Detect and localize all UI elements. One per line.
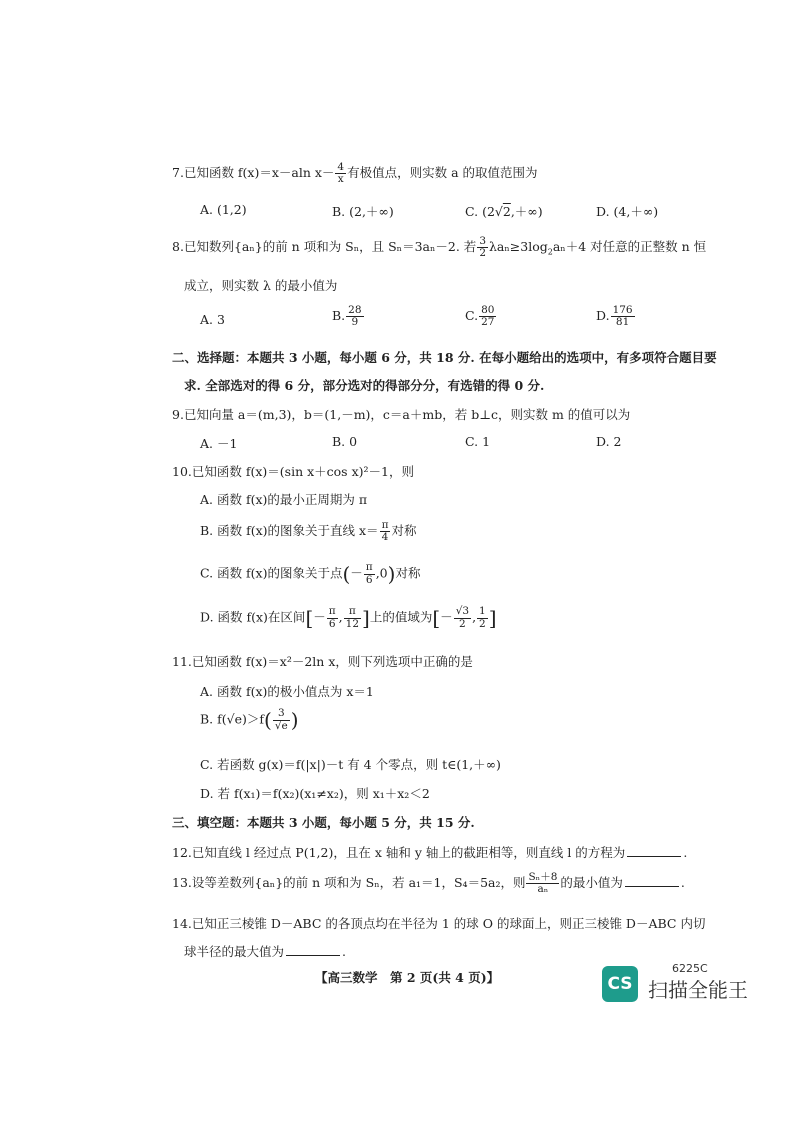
q8-option-b-den: 9 <box>351 316 359 329</box>
q9-text: 已知向量 a＝(m,3)，b＝(1,－m)，c＝a＋mb，若 b⊥c，则实数 m 的值可以为 <box>183 407 631 422</box>
section-2-heading-line2: 求. 全部选对的得 6 分，部分选对的得部分分，有选错的得 0 分. <box>184 378 545 393</box>
q12-answer-blank[interactable] <box>627 844 681 857</box>
q10-option-b-pre: B. 函数 f(x)的图象关于直线 x＝ <box>200 523 379 539</box>
q8-stem-line2: 成立，则实数 λ 的最小值为 <box>184 278 338 293</box>
q10-option-b-den: 4 <box>381 531 389 544</box>
q12-text: 已知直线 l 经过点 P(1,2)，且在 x 轴和 y 轴上的截距相等，则直线 l 的方程为 <box>191 845 626 860</box>
q8-frac-num: 3 <box>479 235 486 247</box>
q11-option-c: C. 若函数 g(x)＝f(|x|)－t 有 4 个零点，则 t∈(1,＋∞) <box>200 757 501 772</box>
q10-option-c-neg: － <box>350 565 363 581</box>
right-paren-icon-2: ) <box>290 708 299 732</box>
q10-option-c-num: π <box>365 561 373 574</box>
q13-text-post: 的最小值为 <box>560 875 623 891</box>
q13-stem <box>172 872 685 895</box>
q11-option-b-den: √e <box>274 719 288 732</box>
q10-option-b-frac <box>380 520 391 543</box>
q11-option-b <box>200 708 299 732</box>
q12-number: 12. <box>172 845 192 860</box>
q11-number: 11. <box>172 654 192 669</box>
q10-option-b <box>200 520 416 543</box>
q10-option-d-frac4 <box>477 606 488 629</box>
q10-option-d-den3: 2 <box>459 617 466 630</box>
paper-code: 6225C <box>672 962 708 975</box>
q12-end: . <box>683 845 688 860</box>
q13-frac-num: Sₙ＋8 <box>528 871 558 883</box>
q7-option-d: D. (4,＋∞) <box>596 204 659 219</box>
section-3-heading: 三、填空题：本题共 3 小题，每小题 5 分，共 15 分. <box>172 815 475 830</box>
q7-option-c-pre: C. (2 <box>465 204 495 219</box>
q10-option-d-frac1 <box>327 606 338 629</box>
left-paren-icon: ( <box>342 562 351 586</box>
sqrt-icon: √ <box>494 204 503 219</box>
camscanner-logo-icon <box>602 966 638 1002</box>
q8-text-post: aₙ＋4 对任意的正整数 n 恒 <box>552 239 707 255</box>
q8-option-b-num: 28 <box>348 304 362 316</box>
q10-option-c <box>200 562 420 586</box>
q7-frac-den: x <box>337 173 344 186</box>
q11-option-b-num: 3 <box>273 708 290 720</box>
q10-option-a: A. 函数 f(x)的最小正周期为 π <box>200 492 368 507</box>
right-paren-icon: ) <box>387 562 396 586</box>
q7-stem <box>172 162 538 185</box>
q8-option-d <box>596 305 636 328</box>
q10-option-c-pre: C. 函数 f(x)的图象关于点 <box>200 565 343 581</box>
q14-number: 14. <box>172 916 192 931</box>
left-bracket-icon: [ <box>305 606 314 630</box>
q9-option-d: D. 2 <box>596 434 622 449</box>
q10-option-b-post: 对称 <box>391 523 417 539</box>
q7-option-a: A. (1,2) <box>200 202 247 217</box>
right-bracket-icon: ] <box>362 606 370 630</box>
q11-option-b-pre: B. f(√e)＞f <box>200 711 265 727</box>
q7-frac-num: 4 <box>337 161 345 173</box>
q10-option-b-num: π <box>381 519 389 531</box>
q13-frac-den: aₙ <box>537 883 549 896</box>
q7-fraction <box>335 162 346 185</box>
q14-text-line1: 已知正三棱锥 D－ABC 的各顶点均在半径为 1 的球 O 的球面上，则正三棱锥 D－ABC 内切 <box>191 916 706 931</box>
q8-option-b-frac <box>346 305 363 328</box>
q8-option-a: A. 3 <box>200 312 225 327</box>
q7-number: 7. <box>172 165 184 181</box>
q10-option-c-post: ,0 <box>375 565 388 581</box>
left-bracket-icon-2: [ <box>432 606 441 630</box>
q10-number: 10. <box>172 464 192 479</box>
q8-option-d-frac <box>611 305 635 328</box>
q14-stem-line2 <box>184 942 346 960</box>
q10-option-c-den: 6 <box>365 573 373 586</box>
q7-text-post: 有极值点，则实数 a 的取值范围为 <box>347 165 538 181</box>
q10-option-d-frac3 <box>454 606 471 629</box>
q7-text-pre: 已知函数 f(x)＝x－aln x－ <box>183 165 335 181</box>
q10-option-d-den2: 12 <box>345 617 360 630</box>
q8-number: 8. <box>172 239 184 255</box>
q8-stem <box>172 236 706 259</box>
q11-option-d: D. 若 f(x₁)＝f(x₂)(x₁≠x₂)，则 x₁＋x₂＜2 <box>200 786 430 801</box>
q10-option-c-frac <box>364 562 375 585</box>
q8-log-base: 2 <box>547 247 553 257</box>
q14-end: . <box>342 944 346 959</box>
q9-option-b: B. 0 <box>332 434 358 449</box>
q8-text-pre: 已知数列{aₙ}的前 n 项和为 Sₙ，且 Sₙ＝3aₙ－2. 若 <box>183 239 477 255</box>
q10-option-d-den1: 6 <box>328 617 336 630</box>
q10-text: 已知函数 f(x)＝(sin x＋cos x)²－1，则 <box>191 464 414 479</box>
q10-option-d: D. 函数 f(x)在区间[－ $\frac{\pi}{6}$ , $\frac{\pi}{12}$ ]上的值域为[－ $\frac{√3}{2}$ , $\frac{1}{2}$ ] <box>200 605 497 630</box>
q14-text-line2: 球半径的最大值为 <box>184 944 285 959</box>
q8-frac-den: 2 <box>479 247 486 260</box>
page-footer: 【高三数学 第 2 页(共 4 页)】 <box>315 970 500 985</box>
q10-option-d-num4: 1 <box>479 605 486 618</box>
q10-option-d-den4: 2 <box>479 617 486 630</box>
q7-option-c <box>465 202 543 220</box>
q10-option-d-frac2 <box>344 606 361 629</box>
q8-option-d-label: D. <box>596 308 610 324</box>
q8-option-c-den: 27 <box>481 316 495 329</box>
q11-stem <box>172 652 473 670</box>
q8-option-c <box>465 305 497 328</box>
q13-end: . <box>680 875 685 891</box>
q9-option-a: A. －1 <box>200 436 238 451</box>
q13-number: 13. <box>172 875 192 891</box>
q8-text-mid: λaₙ≥3log <box>489 239 548 255</box>
q8-option-b-label: B. <box>332 308 346 324</box>
q10-stem <box>172 462 414 480</box>
q11-option-b-frac <box>273 708 290 731</box>
q7-option-c-post: ,＋∞) <box>510 204 543 219</box>
q10-option-d-num2: π <box>344 606 361 618</box>
q8-option-b <box>332 305 365 328</box>
q8-option-c-label: C. <box>465 308 479 324</box>
q10-option-d-num1: π <box>328 605 336 618</box>
left-paren-icon-2: ( <box>264 708 272 732</box>
q12-stem <box>172 843 687 861</box>
q10-option-d-num3: √3 <box>455 605 470 618</box>
q9-stem <box>172 405 630 423</box>
q13-answer-blank[interactable] <box>625 874 679 887</box>
q10-option-c-tail: 对称 <box>395 565 421 581</box>
q11-option-a: A. 函数 f(x)的极小值点为 x＝1 <box>200 684 374 699</box>
q10-option-d-mid: 上的值域为 <box>369 609 433 625</box>
q14-answer-blank[interactable] <box>286 943 340 956</box>
q8-fraction <box>477 236 488 259</box>
q9-option-c: C. 1 <box>465 434 491 449</box>
q8-option-d-den: 81 <box>615 316 630 329</box>
q13-fraction <box>526 872 559 895</box>
right-bracket-icon-2: ] <box>488 606 497 630</box>
q10-option-d-pre: D. 函数 f(x)在区间 <box>200 609 306 625</box>
q7-option-b: B. (2,＋∞) <box>332 204 394 219</box>
q8-option-c-frac <box>479 305 496 328</box>
q13-text-pre: 设等差数列{aₙ}的前 n 项和为 Sₙ，若 a₁＝1，S₄＝5a₂，则 <box>191 875 526 891</box>
camscanner-watermark: 扫描全能王 <box>648 978 748 1002</box>
q9-number: 9. <box>172 407 184 422</box>
camscanner-logo-text: CS <box>607 974 633 994</box>
q8-option-c-num: 80 <box>481 304 495 316</box>
q11-text: 已知函数 f(x)＝x²－2ln x，则下列选项中正确的是 <box>191 654 473 669</box>
section-2-heading: 二、选择题：本题共 3 小题，每小题 6 分，共 18 分. 在每小题给出的选项中，有多项符合题目要 <box>172 350 717 365</box>
q8-option-d-num: 176 <box>612 304 633 316</box>
q7-option-c-rad: 2 <box>502 204 511 219</box>
q14-stem <box>172 914 705 932</box>
